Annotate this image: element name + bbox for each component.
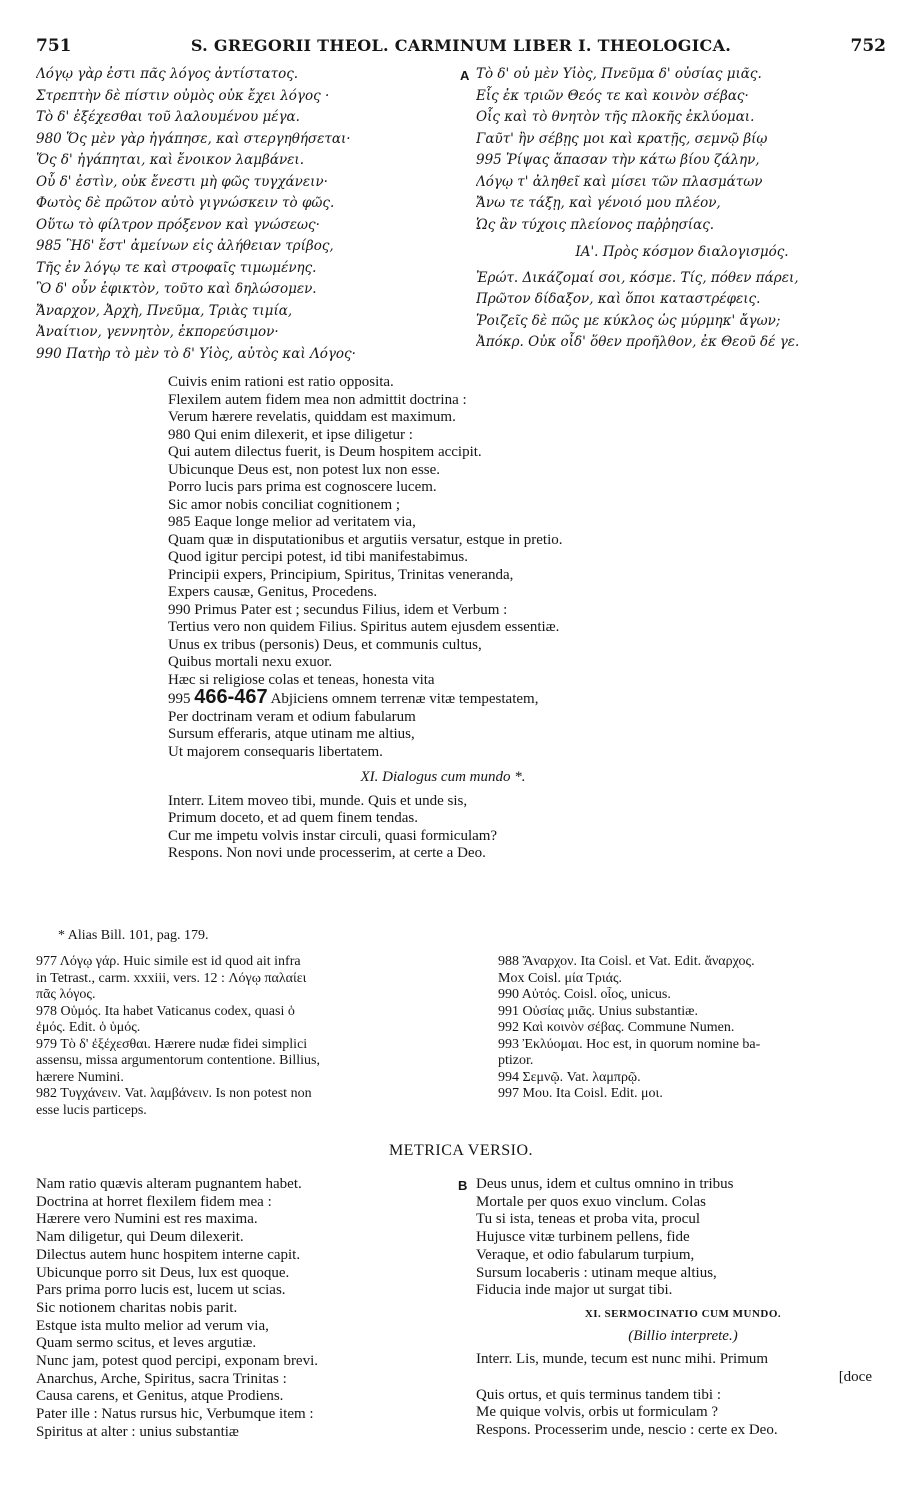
latin-line: Qui autem dilectus fuerit, is Deum hospitem accipit. <box>168 444 482 460</box>
latin-dialog-line: Interr. Litem moveo tibi, munde. Quis et unde sis, <box>168 792 468 809</box>
sermo-line-carryover: [doce <box>838 1369 872 1386</box>
metrica-line: Sic notionem charitas nobis parit. <box>36 1299 238 1316</box>
metrica-line: Ubicunque porro sit Deus, lux est quoque. <box>36 1264 290 1281</box>
metrica-line: Hærere vero Numini est res maxima. <box>36 1211 258 1228</box>
note-line: 997 Μου. Ita Coisl. Edit. μοι. <box>498 1086 663 1101</box>
note-line: 993 Ἐκλύομαι. Hoc est, in quorum nomine ba- <box>498 1036 761 1052</box>
greek-line: 985 Ἣδ' ἔστ' ἀμείνων εἰς ἀλήθειαν τρίβος, <box>36 238 334 254</box>
greek-line: Τὸ δ' ἐξέχεσθαι τοῦ λαλουμένου μέγα. <box>36 109 300 125</box>
sermo-line: Me quique volvis, orbis ut formiculam ? <box>476 1404 719 1421</box>
metrica-line: Nam ratio quævis alteram pugnantem habet. <box>36 1176 302 1192</box>
metrica-line: Anarchus, Arche, Spiritus, sacra Trinitas : <box>36 1370 287 1387</box>
greek-line: Ὃ δ' οὖν ἐφικτὸν, τοῦτο καὶ δηλώσομεν. <box>36 281 317 297</box>
metrica-line: Estque ista multo melior ad verum via, <box>36 1317 269 1334</box>
latin-line: Ubicunque Deus est, non potest lux non esse. <box>168 461 441 478</box>
latin-line: Ut majorem consequaris libertatem. <box>168 743 383 760</box>
metrica-line: Causa carens, et Genitus, atque Prodiens. <box>36 1388 284 1405</box>
sermo-line: Respons. Processerim unde, nescio : certe ex Deo. <box>476 1422 778 1439</box>
metrica-line: Hujusce vitæ turbinem pellens, fide <box>476 1229 690 1246</box>
note-line: 988 Ἄναρχον. Ita Coisl. et Vat. Edit. ἄναρχος. <box>498 954 755 969</box>
latin-line: Quam quæ in disputationibus et argutiis versatur, estque in pretio. <box>168 531 563 548</box>
note-line: hærere Numini. <box>36 1069 124 1085</box>
sermo-line: Quis ortus, et quis terminus tandem tibi : <box>476 1386 721 1403</box>
sermo-line: Interr. Lis, munde, tecum est nunc mihi. Primum <box>476 1351 769 1368</box>
latin-line: Tertius vero non quidem Filius. Spiritus autem ejusdem essentiæ. <box>168 619 560 635</box>
greek-text-left <box>36 64 456 365</box>
metrica-line: Quam sermo scitus, et leves argutiæ. <box>36 1335 257 1352</box>
greek-section-heading: ΙΑ'. Πρὸς κόσμον διαλογισμός. <box>575 244 789 260</box>
note-line: assensu, missa argumentorum contentione. Billius, <box>36 1053 320 1068</box>
latin-line: Per doctrinam veram et odium fabularum <box>168 708 416 725</box>
greek-line: Λόγῳ τ' ἀληθεῖ καὶ μίσει τῶν πλασμάτων <box>476 173 763 190</box>
line-number: 995 <box>168 691 191 707</box>
running-header <box>36 36 886 58</box>
note-line: esse lucis particeps. <box>36 1102 147 1118</box>
note-line: 990 Αὐτός. Coisl. οἶος, unicus. <box>498 987 671 1002</box>
page-number-right: 752 <box>850 36 886 56</box>
margin-mark-b: B <box>458 1178 468 1193</box>
greek-line: Οἷς καὶ τὸ θνητὸν τῆς πλοκῆς ἐκλύομαι. <box>476 109 755 125</box>
margin-mark-a: A <box>460 68 470 83</box>
latin-translation <box>168 374 758 863</box>
metrica-line: Deus unus, idem et cultus omnino in tribus <box>476 1176 734 1192</box>
latin-dialog-line: Respons. Non novi unde processerim, at certe a Deo. <box>168 845 486 861</box>
greek-line: Φωτὸς δὲ πρῶτον αὐτὸ γιγνώσκειν τὸ φῶς. <box>36 195 335 211</box>
greek-line: Τὸ δ' οὐ μὲν Υἱὸς, Πνεῦμα δ' οὐσίας μιᾶς. <box>476 66 762 82</box>
latin-line-text: Abjiciens omnem terrenæ vitæ tempestatem, <box>270 691 539 707</box>
greek-dialog-line: Ἀπόκρ. Οὐκ οἶδ' ὅθεν προῆλθον, ἐκ Θεοῦ δέ γε. <box>476 334 800 350</box>
metrica-line: Pater ille : Natus rursus hic, Verbumque item : <box>36 1406 314 1423</box>
latin-line: 990 Primus Pater est ; secundus Filius, idem et Verbum : <box>168 601 508 618</box>
latin-line: Flexilem autem fidem mea non admittit doctrina : <box>168 391 467 408</box>
note-line: in Tetrast., carm. xxxiii, vers. 12 : Λόγῳ παλαίει <box>36 970 307 986</box>
latin-line: Porro lucis pars prima est cognoscere lucem. <box>168 479 437 495</box>
sermo-heading: XI. SERMOCINATIO CUM MUNDO. <box>584 1307 782 1320</box>
metrica-heading: METRICA VERSIO. <box>388 1142 534 1159</box>
greek-line: Γαῦτ' ἢν σέβῃς μοι καὶ κρατῇς, σεμνῷ βίῳ <box>476 130 768 147</box>
greek-dialog-line: Ῥοιζεῖς δὲ πῶς με κύκλος ὡς μύρμηκ' ἄγων; <box>476 312 781 329</box>
greek-line: Ἀναίτιον, γεννητὸν, ἐκπορεύσιμον· <box>36 324 279 340</box>
note-line: 977 Λόγῳ γάρ. Huic simile est id quod ait infra <box>36 954 301 969</box>
latin-dialog-line: Cur me impetu volvis instar circuli, quasi formiculam? <box>168 827 498 844</box>
greek-line: Τῆς ἐν λόγῳ τε καὶ στροφαῖς τιμωμένης. <box>36 259 317 276</box>
metrica-line: Tu si ista, teneas et proba vita, procul <box>476 1211 700 1228</box>
latin-line: Cuivis enim rationi est ratio opposita. <box>168 374 394 390</box>
latin-line: 985 Eaque longe melior ad veritatem via, <box>168 514 416 530</box>
metrica-line: Veraque, et odio fabularum turpium, <box>476 1246 695 1263</box>
latin-line-995 <box>168 689 758 709</box>
latin-line: Quod igitur percipi potest, id tibi manifestabimus. <box>168 549 468 565</box>
latin-line: Quibus mortali nexu exuor. <box>168 654 333 670</box>
greek-line: Οὗ δ' ἐστὶν, οὐκ ἔνεστι μὴ φῶς τυγχάνειν· <box>36 173 328 190</box>
running-title: S. GREGORII THEOL. CARMINUM LIBER I. THEOLOGICA. <box>190 36 732 55</box>
metrica-line: Mortale per quos exuo vinclum. Colas <box>476 1193 706 1210</box>
metrica-line: Sursum locaberis : utinam meque altius, <box>476 1264 717 1281</box>
greek-line: Εἷς ἐκ τριῶν Θεός τε καὶ κοινὸν σέβας· <box>476 87 749 104</box>
metrica-line: Fiducia inde major ut surgat tibi. <box>476 1282 673 1299</box>
latin-line: Hæc si religiose colas et teneas, honesta vita <box>168 671 435 688</box>
sermo-subheading: (Billio interprete.) <box>628 1327 738 1344</box>
latin-line: Expers causæ, Genitus, Procedens. <box>168 584 378 600</box>
note-line: ptizor. <box>498 1053 534 1068</box>
latin-line: 980 Qui enim dilexerit, et ipse diligetur : <box>168 426 413 443</box>
latin-line: Principii expers, Principium, Spiritus, Trinitas veneranda, <box>168 566 514 583</box>
latin-line: Unus ex tribus (personis) Deus, et communis cultus, <box>168 636 482 653</box>
greek-text-right <box>476 64 888 354</box>
latin-section-heading: XI. Dialogus cum mundo *. <box>360 769 526 785</box>
notes-right <box>498 954 890 1103</box>
greek-line: Ὅς δ' ἠγάπηται, καὶ ἔνοικον λαμβάνει. <box>36 152 304 168</box>
greek-line: 980 Ὅς μὲν γὰρ ἠγάπησε, καὶ στεργηθήσεται· <box>36 130 351 147</box>
note-line: πᾶς λόγος. <box>36 987 96 1002</box>
note-line: 979 Τὸ δ' ἐξέχεσθαι. Hærere nudæ fidei simplici <box>36 1036 308 1052</box>
greek-line: Ἄνω τε τάξῃ, καὶ γένοιό μου πλέον, <box>476 195 721 211</box>
page-number-left: 751 <box>36 36 72 56</box>
note-line: 978 Οὑμός. Ita habet Vaticanus codex, quasi ὁ <box>36 1003 295 1019</box>
note-line: 991 Οὐσίας μιᾶς. Unius substantiæ. <box>498 1003 698 1019</box>
metrica-line: Spiritus at alter : unius substantiæ <box>36 1423 239 1440</box>
greek-line: Στρεπτὴν δὲ πίστιν οὐμὸς οὐκ ἔχει λόγος · <box>36 87 330 104</box>
greek-line: Οὕτω τὸ φίλτρον πρόξενον καὶ γνώσεως· <box>36 216 320 233</box>
metrica-line: Nunc jam, potest quod percipi, exponam brevi. <box>36 1353 319 1370</box>
metrica-line: Dilectus autem hunc hospitem interne capit. <box>36 1246 301 1263</box>
greek-line: 995 Ῥίψας ἅπασαν τὴν κάτω βίου ζάλην, <box>476 152 760 168</box>
note-line: 994 Σεμνῷ. Vat. λαμπρῷ. <box>498 1069 641 1085</box>
greek-line: Ὡς ἂν τύχοις πλείονος παῤῥησίας. <box>476 216 715 233</box>
greek-line: Λόγῳ γὰρ ἐστι πᾶς λόγος ἀντίστατος. <box>36 66 299 82</box>
note-line: 992 Καὶ κοινὸν σέβας. Commune Numen. <box>498 1020 735 1035</box>
note-line: Mox Coisl. μία Τριάς. <box>498 970 623 986</box>
greek-line: Ἄναρχον, Ἀρχὴ, Πνεῦμα, Τριὰς τιμία, <box>36 302 293 319</box>
column-reference: 466-467 <box>194 689 268 708</box>
metrica-left <box>36 1176 456 1442</box>
greek-dialog-line: Ἐρώτ. Δικάζομαί σοι, κόσμε. Τίς, πόθεν πάρει, <box>476 269 799 286</box>
metrica-line: Pars prima porro lucis est, lucem ut scias. <box>36 1282 286 1299</box>
metrica-line: Doctrina at horret flexilem fidem mea : <box>36 1193 272 1210</box>
latin-line: Verum hærere revelatis, quiddam est maximum. <box>168 409 456 425</box>
greek-dialog-line: Πρῶτον δίδαξον, καὶ ὅποι καταστρέφεις. <box>476 291 761 307</box>
note-line: ἐμός. Edit. ὁ ὑμός. <box>36 1020 141 1035</box>
latin-dialog-line: Primum doceto, et ad quem finem tendas. <box>168 810 418 826</box>
latin-line: Sursum efferaris, atque utinam me altius, <box>168 726 415 742</box>
metrica-line: Nam diligetur, qui Deum dilexerit. <box>36 1229 244 1246</box>
notes-left <box>36 954 462 1119</box>
greek-line: 990 Πατὴρ τὸ μὲν τὸ δ' Υἱὸς, αὐτὸς καὶ Λόγος· <box>36 345 356 362</box>
note-line: 982 Τυγχάνειν. Vat. λαμβάνειν. Is non potest non <box>36 1086 312 1101</box>
metrica-right <box>476 1176 890 1440</box>
footnote-star: * Alias Bill. 101, pag. 179. <box>58 928 209 943</box>
latin-line: Sic amor nobis conciliat cognitionem ; <box>168 496 401 513</box>
